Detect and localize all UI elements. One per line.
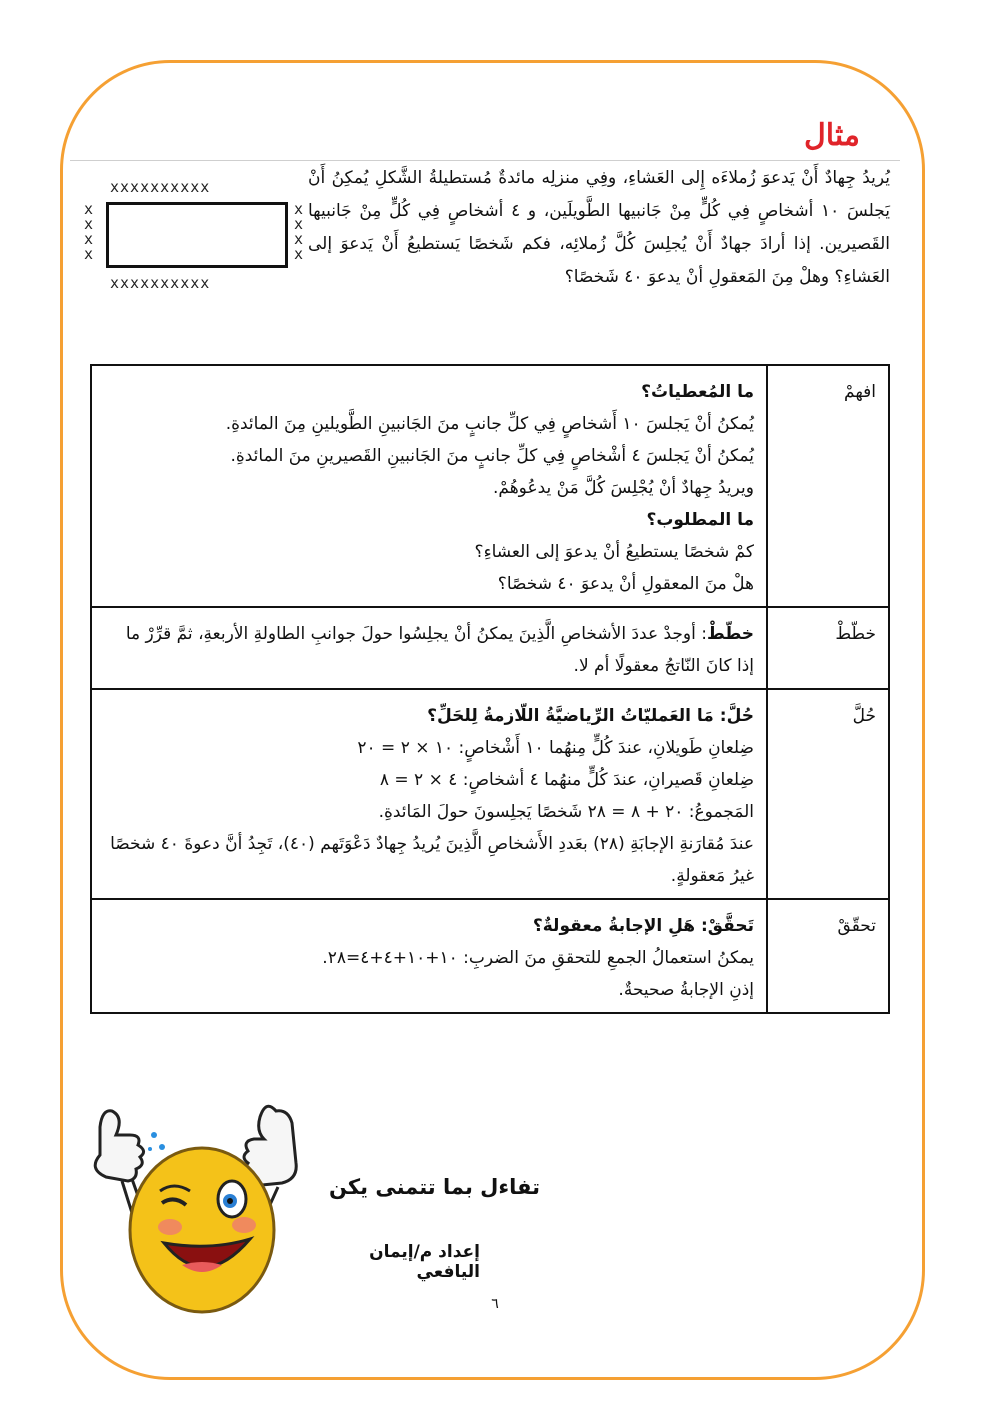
required-heading: ما المطلوب؟ — [646, 510, 754, 530]
solve-question: : مَا العَمليّاتُ الرِّياضيَّةُ اللّازمةُ لِلحَلِّ؟ — [427, 706, 727, 726]
table-seating-diagram-icon — [82, 180, 308, 290]
solve-line: ضِلعانِ طَويلانِ، عندَ كُلٍّ مِنهُما ١٠ أَشْخاصٍ: ١٠ × ٢ = ٢٠ — [357, 738, 754, 758]
givens-heading: ما المُعطياتُ؟ — [641, 382, 754, 402]
solve-line: عندَ مُقارَنةِ الإجابَةِ (٢٨) بعَددِ الأَشخاصِ الَّذِينَ يُريدُ جِهادٌ دَعْوَتَهم (٤٠)، تَجِدُ أنَّ دعوةَ ٤٠ شخصًا غيرُ مَعقولةٍ. — [110, 834, 754, 886]
top-seats: xxxxxxxxxx — [110, 178, 211, 196]
page-number: ٦ — [491, 1296, 499, 1312]
right-seats: x x x x — [294, 200, 305, 263]
required-line: هلْ منَ المعقولِ أنْ يدعوَ ٤٠ شخصًا؟ — [497, 574, 754, 594]
step-content — [91, 365, 767, 607]
winking-thumbs-up-smiley-icon — [82, 1095, 312, 1325]
problem-statement: يُريدُ جِهادٌ أَنْ يَدعوَ زُملاءَه إِلى العَشاءِ، وفِي منزلِه مائدةٌ مُستطيلةُ الشَّكلِ يُمكِنُ أَنْ يَجلسَ ١٠ أشخاصٍ فِي كُلٍّ مِنْ جَانبيها الطَّويلَين، و ٤ أشخاصٍ فِي كُلٍّ مِنْ جَانبيها القَصيرين. إذا أرادَ جهادٌ أَنْ يُجلِسَ كُلَّ زُملائِه، فكم شَخصًا يَستطيعُ أَنْ يَدعوَ إلى العَشاءِ؟ وهلْ مِنَ المَعقولِ أنْ يدعوَ ٤٠ شَخصًا؟ — [308, 168, 890, 287]
given-line: يُمكنُ أنْ يَجلسَ ٤ أشْخاصٍ فِي كلِّ جانبٍ منَ الجَانبينِ القَصيرينِ منَ المائدةِ. — [230, 446, 754, 466]
step-row-plan — [91, 607, 889, 689]
step-label: حُلَّ — [767, 689, 889, 899]
heading-divider — [70, 160, 900, 161]
check-question: : هَلِ الإجابةُ معقولةٌ؟ — [532, 916, 708, 936]
example-heading: مثال — [803, 118, 860, 153]
check-line: إذنِ الإجابةُ صحيحةٌ. — [618, 980, 754, 1000]
required-line: كمْ شخصًا يستطيعُ أنْ يدعوَ إلى العشاءِ؟ — [474, 542, 754, 562]
step-label: افهمْ — [767, 365, 889, 607]
step-row-solve — [91, 689, 889, 899]
step-label: تحقّقْ — [767, 899, 889, 1013]
given-line: يُمكنُ أنْ يَجلسَ ١٠ أَشخاصٍ فِي كلِّ جانبٍ منَ الجَانبينِ الطَّويلينِ مِنَ المائدةِ. — [225, 414, 754, 434]
step-row-check — [91, 899, 889, 1013]
author-credit: إعداد م/إيمان اليافعي — [369, 1242, 480, 1282]
check-line: يمكنُ استعمالُ الجمعِ للتحققِ منَ الضربِ: ١٠+١٠+٤+٤=٢٨. — [322, 948, 754, 968]
plan-lead: خطّطْ — [706, 624, 754, 644]
step-row-understand — [91, 365, 889, 607]
given-line: ويريدُ جِهادٌ أنْ يُجْلِسَ كُلَّ مَنْ يدعُوهُمْ. — [493, 478, 754, 498]
solve-line: المَجموعُ: ٢٠ + ٨ = ٢٨ شَخصًا يَجلِسونَ حولَ المَائدةِ. — [378, 802, 754, 822]
left-seats: x x x x — [84, 200, 95, 263]
solve-line: ضِلعانِ قَصيرانِ، عندَ كُلٍّ منهُما ٤ أشخاصٍ: ٤ × ٢ = ٨ — [379, 770, 754, 790]
table-rectangle — [106, 202, 288, 268]
problem-solving-steps-table — [90, 364, 890, 1014]
solve-lead: حُلَّ — [726, 706, 754, 726]
step-content — [91, 689, 767, 899]
step-label: خطّطْ — [767, 607, 889, 689]
check-lead: تَحقَّقْ — [707, 916, 754, 936]
step-content — [91, 899, 767, 1013]
motivational-slogan: تفاءل بما تتمنى يكن — [329, 1175, 540, 1199]
plan-text: : أوجدْ عددَ الأشخاصِ الَّذِينَ يمكنُ أنْ يجلِسُوا حولَ جوانبِ الطاولةِ الأربعةِ، ثمَّ قرِّرْ ما إذا كانَ النّاتجُ معقولًا أم لا. — [125, 624, 754, 676]
step-content — [91, 607, 767, 689]
bottom-seats: xxxxxxxxxx — [110, 274, 211, 292]
